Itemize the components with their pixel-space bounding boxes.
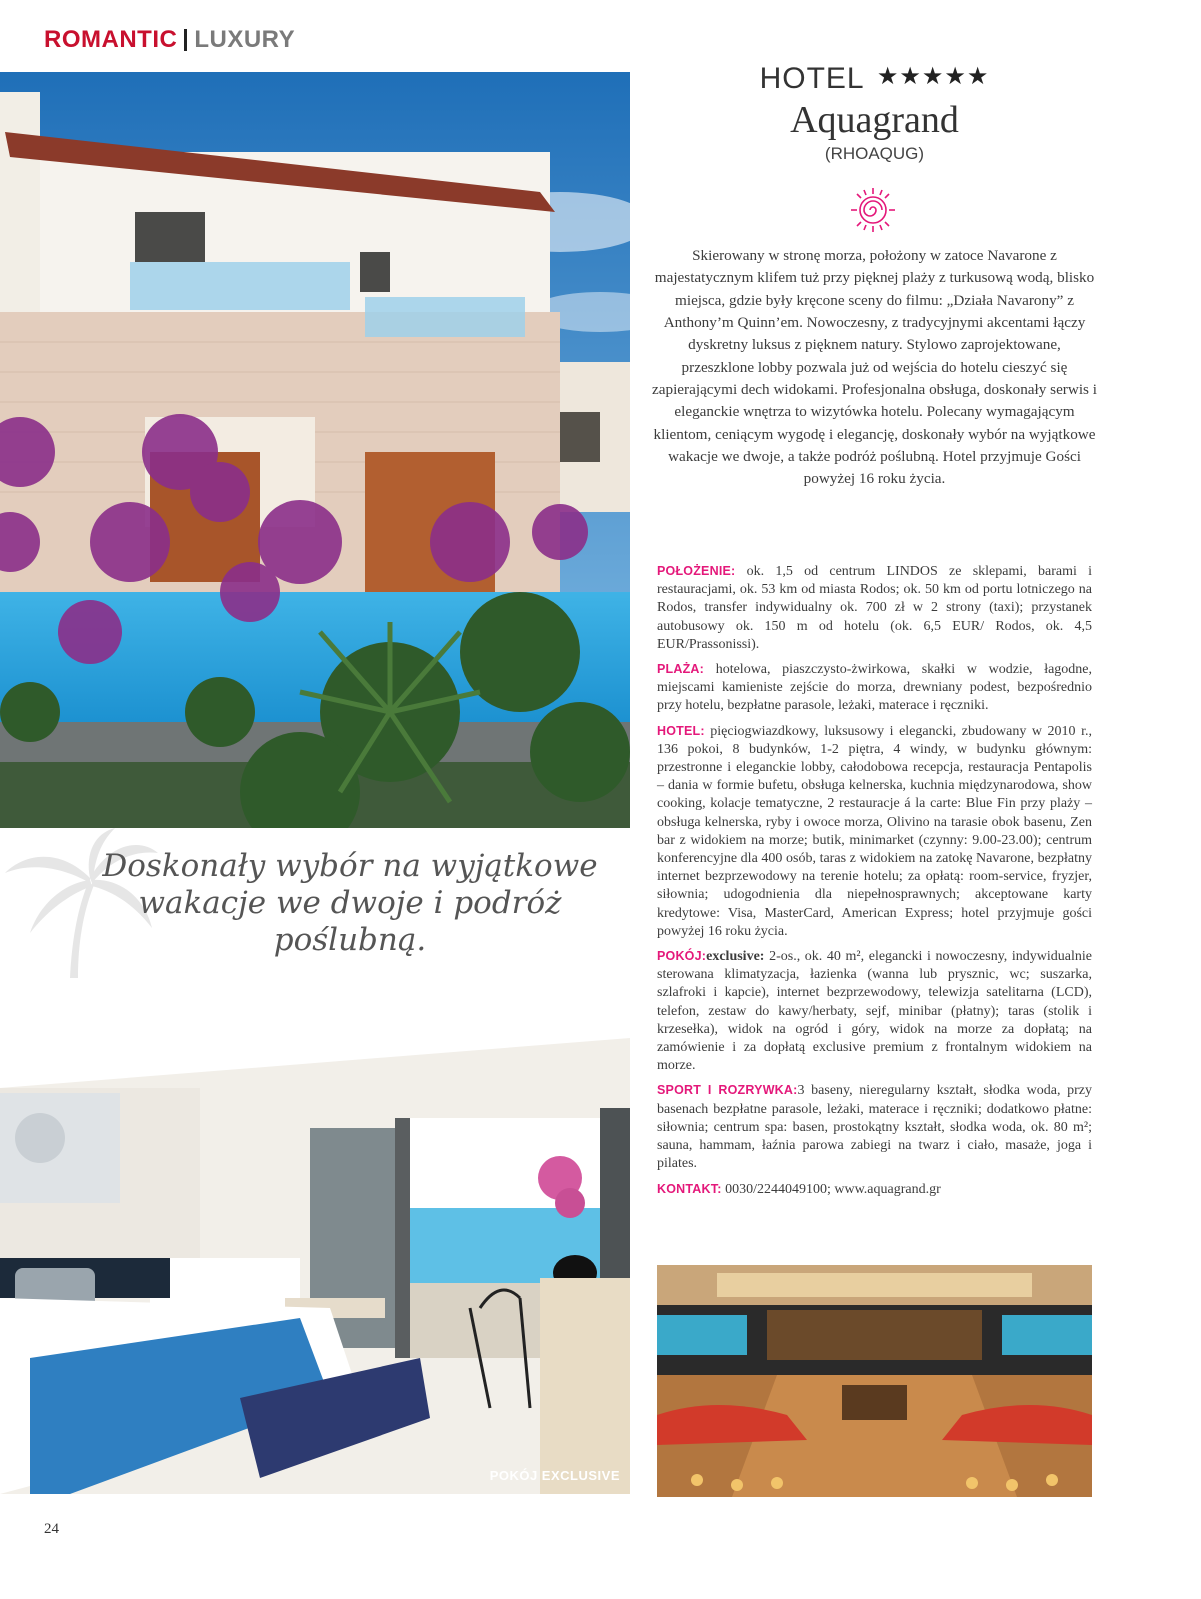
room-exclusive-photo: [0, 978, 630, 1494]
header-divider: [184, 29, 187, 51]
section-header: [44, 26, 295, 54]
label-pokoj: POKÓJ:: [657, 949, 707, 964]
hotel-category-line: [657, 62, 1092, 96]
section-sport: [657, 1081, 1092, 1173]
label-kontakt: KONTAKT:: [657, 1181, 722, 1196]
star-rating: ★★★★★: [876, 63, 990, 90]
section-plaza: [657, 660, 1092, 716]
pull-quote: Doskonały wybór na wyjątkowe wakacje we dwoje i podróż poślubną.: [102, 848, 598, 958]
section-hotel: [657, 722, 1092, 941]
hotel-details: [657, 562, 1092, 1205]
text-sport: 3 baseny, nieregularny kształt, słodka woda, przy basenach bezpłatne parasole, leżaki, materace i ręczniki; dodatkowo płatne: siłownia; centrum spa: basen, prostokątny kształt, słodka woda, ok. 80 m²; sauna, hammam, łaźnia parowa zabiegi na twarz i ciało, masaże, joga i pilates.: [657, 1083, 1092, 1172]
text-plaza: hotelowa, piaszczysto-żwirkowa, skałki w wodzie, łagodne, miejscami kamieniste zejście do morza, drewniany podest, bezpośrednio przy hotelu, bezpłatne parasole, leżaki, materace i ręczniki.: [657, 662, 1093, 714]
hotel-exterior-photo: [0, 72, 630, 828]
section-kontakt: [657, 1180, 1092, 1199]
hotel-code: (RHOAQUG): [824, 144, 925, 163]
sun-spiral-icon: [848, 187, 898, 233]
label-plaza: PLAŻA:: [657, 662, 705, 677]
section-pokoj: [657, 947, 1092, 1075]
section-luxury: LUXURY: [194, 26, 296, 53]
room-type: exclusive:: [706, 949, 765, 965]
hotel-name: Aquagrand: [790, 99, 959, 141]
hotel-prefix: HOTEL: [759, 62, 864, 95]
hotel-lobby-photo: [657, 1265, 1092, 1497]
section-polozenie: [657, 562, 1092, 654]
label-hotel: HOTEL:: [657, 723, 705, 738]
hotel-title-block: [657, 62, 1092, 164]
room-photo-caption: POKÓJ EXCLUSIVE: [489, 1468, 620, 1483]
label-sport: SPORT I ROZRYWKA:: [657, 1083, 798, 1098]
intro-paragraph: Skierowany w stronę morza, położony w zatoce Navarone z majestatycznym klifem tuż przy pięknej plaży z turkusową wodą, blisko miejsca, gdzie były kręcone sceny do filmu: „Działa Navarony” z Anthony’m Quinn’em. Nowoczesny, z tradycyjnymi akcentami łączy dyskretny luksus z pięknem natury. Stylowo zaprojektowane, przeszklone lobby pozwala już od wejścia do hotelu cieszyć się zapierającymi dech widokami. Profesjonalna obsługa, doskonały serwis i eleganckie wnętrza to wizytówka hotelu. Polecany wymagającym klientom, ceniącym wygodę i elegancję, doskonały wybór na wyjątkowe wakacje we dwoje, a także podróż poślubną. Hotel przyjmuje Gości powyżej 16 roku życia.: [652, 247, 1097, 488]
quote-area: [0, 828, 630, 978]
text-pokoj: 2-os., ok. 40 m², elegancki i nowoczesny, indywidualnie sterowana klimatyzacja, łazienka (wanna lub prysznic, wc; suszarka, szlafroki i kapcie), internet bezprzewodowy, telewizja satelitarna (LCD), telefon, zestaw do kawy/herbaty, sejf, minibar (płatny); taras (stolik i krzesełka), widok na ogród i góry, widok na morze za dopłatą; na zamówienie i za dopłatą exclusive premium z frontalnym widokiem na morze.: [657, 949, 1093, 1074]
text-kontakt: 0030/2244049100; www.aquagrand.gr: [725, 1181, 941, 1197]
page-number: 24: [44, 1521, 59, 1537]
text-hotel: pięciogwiazdkowy, luksusowy i elegancki, zbudowany w 2010 r., 136 pokoi, 8 budynków, 1-2 piętra, 4 windy, w budynku głównym: przestronne i eleganckie lobby, całodobowa recepcja, restauracja Pentapolis – dania w formie bufetu, obsługa kelnerska, kuchnia międzynarodowa, show cooking, kolacje tematyczne, 2 restauracje á la carte: Blue Fin przy plaży – obsługa kelnerska, ryby i owoce morza, Olivino na tarasie obok basenu, Zen bar z widokiem na morze; butik, minimarket (czynny: 9.00-23.00); centrum konferencyjne dla 400 osób, taras z widokiem na zatokę Navarone, bezpłatny internet bezprzewodowy na terenie hotelu; za opłatą: room-service, fryzjer, siłownia; udogodnienia dla niepełnosprawnych; akceptowane karty kredytowe: Visa, MasterCard, American Express; hotel przyjmuje gości powyżej 16 roku życia.: [657, 723, 1093, 939]
section-romantic: ROMANTIC: [44, 26, 178, 53]
label-polozenie: POŁOŻENIE:: [657, 564, 736, 578]
text-polozenie: ok. 1,5 od centrum LINDOS ze sklepami, barami i restauracjami, ok. 53 km od miasta Rodos; ok. 50 km od portu lotniczego na Rodos, transfer indywidualny ok. 700 zł w 2 strony (taxi); przystanek autobusowy ok. 150 m od hotelu (ok. 6,5 EUR/ Rodos, ok. 4,5 EUR/Prassonissi).: [657, 564, 1093, 652]
